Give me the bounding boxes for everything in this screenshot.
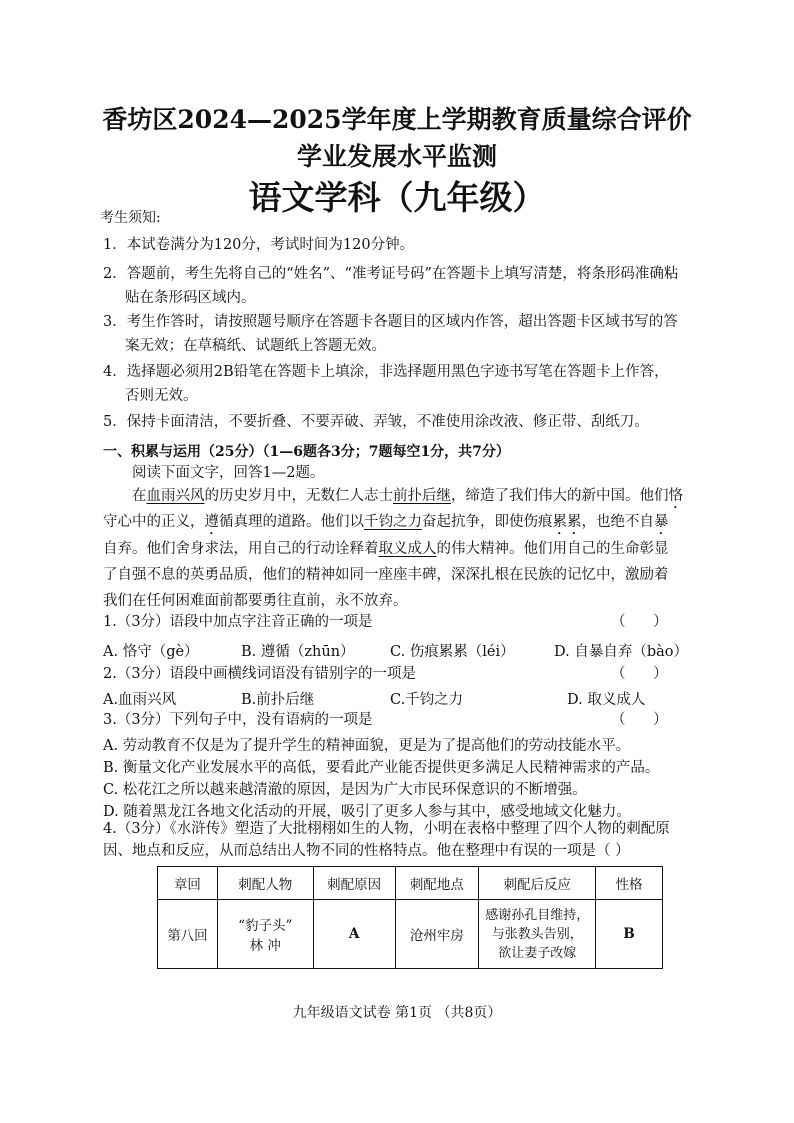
notice-item-4: 4．选择题必须用2B铅笔在答题卡上填涂，非选择题用黑色字迹书写笔在答题卡上作答， xyxy=(103,364,669,380)
notice-heading: 考生须知: xyxy=(100,210,161,226)
underlined-word-1: 血雨兴风 xyxy=(146,488,205,504)
dotted-char-3: 累累 xyxy=(552,514,582,530)
notice-item-2-cont: 贴在条形码区域内。 xyxy=(125,290,256,306)
dotted-char-4: 暴 xyxy=(654,514,669,530)
question-1-option-a: A. 恪守（gè） xyxy=(103,644,199,660)
chapter-cell: 第八回 xyxy=(158,900,218,969)
reaction-line-1: 感谢孙孔目维持， xyxy=(485,907,590,923)
question-3-answer-paren: （ ） xyxy=(611,712,668,728)
table-header-cell: 刺配后反应 xyxy=(479,867,596,900)
table-row xyxy=(158,900,663,969)
character-info-table xyxy=(157,866,663,969)
question-3-option-d: D. 随着黑龙江各地文化活动的开展，吸引了更多人参与其中，感受地域文化魅力。 xyxy=(103,804,631,820)
place-cell: 沧州牢房 xyxy=(395,900,479,969)
question-1-option-b: B. 遵循（zhūn） xyxy=(241,644,355,660)
question-1-option-c: C. 伤痕累累（léi） xyxy=(390,644,515,660)
page-footer: 九年级语文试卷 第1页 （共8页） xyxy=(292,1005,502,1021)
underlined-word-2: 前扑后继 xyxy=(393,488,451,504)
table-header-cell: 刺配地点 xyxy=(395,867,479,900)
question-2-answer-paren: （ ） xyxy=(611,666,668,682)
person-name: 林 冲 xyxy=(249,938,281,954)
table-header-cell: 性格 xyxy=(596,867,663,900)
table-header-cell: 刺配原因 xyxy=(313,867,395,900)
reaction-cell xyxy=(479,900,596,969)
dotted-char-2: 遵 xyxy=(204,514,219,530)
person-nickname: “豹子头” xyxy=(238,918,293,934)
person-cell xyxy=(217,900,313,969)
passage-line-4: 了自强不息的英勇品质，他们的精神如同一座座丰碑，深深扎根在民族的记忆中，激励着 xyxy=(103,567,669,583)
question-1-option-d: D. 自暴自弃（bào） xyxy=(554,644,688,660)
passage-line-3: 自弃。他们舍身求法，用自己的行动诠释着取义成人的伟大精神。他们用自己的生命彰显 xyxy=(103,541,669,557)
reading-instruction: 阅读下面文字，回答1—2题。 xyxy=(132,465,325,481)
notice-item-5: 5．保持卡面清洁，不要折叠、不要弄破、弄皱，不准使用涂改液、修正带、刮纸刀。 xyxy=(103,414,649,430)
underlined-word-4: 取义成人 xyxy=(378,541,437,557)
exam-title-line1: 香坊区2024—2025学年度上学期教育质量综合评价 xyxy=(102,105,692,134)
dotted-char-1: 恪 xyxy=(668,488,683,504)
reason-cell: A xyxy=(313,900,395,969)
passage-line-2: 守心中的正义，遵循真理的道路。他们以千钧之力奋起抗争，即使伤痕累累，也绝不自暴 xyxy=(103,514,669,530)
question-4-stem-line2: 因、地点和反应，从而总结出人物不同的性格特点。他在整理中有误的一项是（ ） xyxy=(103,843,630,859)
passage-line-1: 在血雨兴风的历史岁月中，无数仁人志士前扑后继，缔造了我们伟大的新中国。他们恪 xyxy=(132,488,683,504)
question-3-option-a: A. 劳动教育不仅是为了提升学生的精神面貌，更是为了提高他们的劳动技能水平。 xyxy=(103,738,631,754)
question-4-stem-line1: 4.（3分）《水浒传》塑造了大批栩栩如生的人物，小明在表格中整理了四个人物的刺配原 xyxy=(103,821,670,837)
table-header-row xyxy=(158,867,663,900)
notice-item-4-cont: 否则无效。 xyxy=(125,388,198,404)
question-2-stem: 2.（3分）语段中画横线词语没有错别字的一项是 xyxy=(103,666,417,682)
question-1-answer-paren: （ ） xyxy=(611,614,668,630)
underlined-word-3: 千钧之力 xyxy=(364,514,422,530)
exam-subject: 语文学科（九年级） xyxy=(248,178,546,217)
notice-item-1: 1．本试卷满分为120分，考试时间为120分钟。 xyxy=(103,237,415,253)
question-2-option-c: C.千钧之力 xyxy=(390,692,464,708)
question-3-option-c: C. 松花江之所以越来越清澈的原因，是因为广大市民环保意识的不断增强。 xyxy=(103,782,587,798)
notice-item-2: 2．答题前，考生先将自己的“姓名”、“准考证号码”在答题卡上填写清楚，将条形码准确粘 xyxy=(103,266,679,282)
reaction-line-3: 欲让妻子改嫁 xyxy=(498,945,577,961)
table-header-cell: 刺配人物 xyxy=(217,867,313,900)
passage-line-5: 我们在任何困难面前都要勇往直前，永不放弃。 xyxy=(103,593,408,609)
table-header-cell: 章回 xyxy=(158,867,218,900)
question-2-option-b: B.前扑后继 xyxy=(241,692,315,708)
question-1-stem: 1.（3分）语段中加点字注音正确的一项是 xyxy=(103,614,373,630)
character-cell: B xyxy=(596,900,663,969)
question-3-option-b: B. 衡量文化产业发展水平的高低，要看此产业能否提供更多满足人民精神需求的产品。 xyxy=(103,760,660,776)
notice-item-3: 3．考生作答时，请按照题号顺序在答题卡各题目的区域内作答，超出答题卡区域书写的答 xyxy=(103,314,678,330)
reaction-line-2: 与张教头告别， xyxy=(491,926,583,942)
exam-title-line2: 学业发展水平监测 xyxy=(296,142,497,171)
question-3-stem: 3.（3分）下列句子中，没有语病的一项是 xyxy=(103,712,373,728)
question-2-option-d: D. 取义成人 xyxy=(567,692,646,708)
question-2-option-a: A.血雨兴风 xyxy=(103,692,177,708)
notice-item-3-cont: 案无效；在草稿纸、试题纸上答题无效。 xyxy=(125,338,386,354)
section-heading: 一、积累与运用（25分）（1—6题各3分；7题每空1分，共7分） xyxy=(103,444,510,460)
